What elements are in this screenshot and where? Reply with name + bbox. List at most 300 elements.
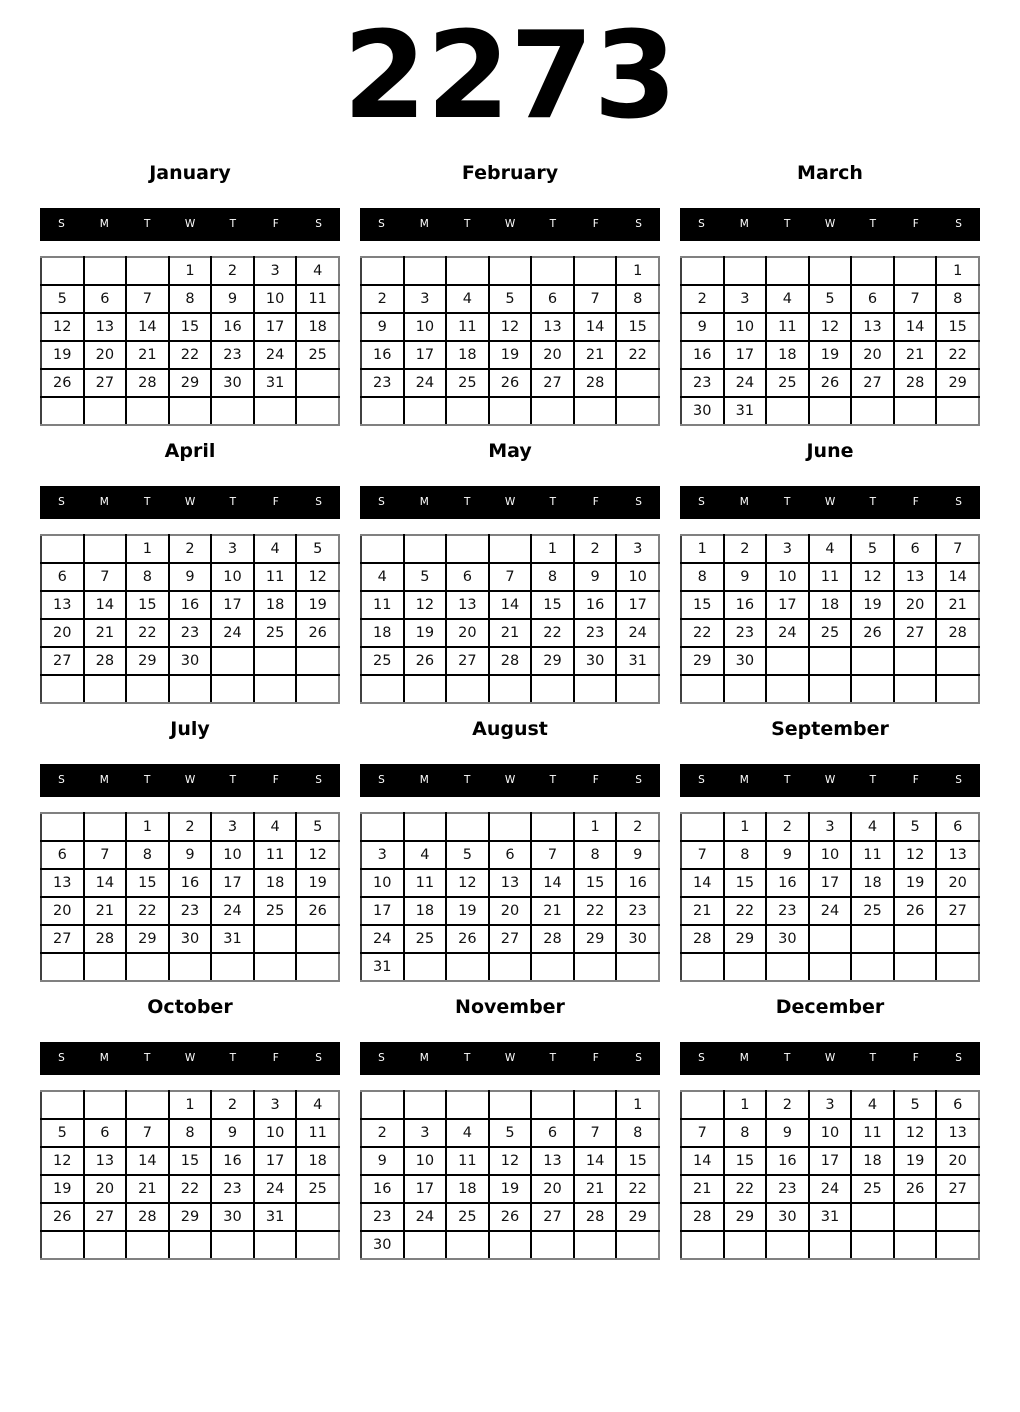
date-cell: 7	[84, 841, 127, 869]
weekday-header-cell: S	[698, 496, 705, 508]
weekday-header-cell: M	[739, 774, 749, 786]
date-cell: 15	[169, 313, 212, 341]
week-row	[681, 1091, 979, 1119]
week-row	[361, 953, 659, 981]
date-cell: 31	[361, 953, 404, 981]
empty-cell	[211, 953, 254, 981]
weekday-header-cell: T	[463, 496, 471, 508]
month-title: June	[806, 440, 854, 462]
weekday-header-cell: S	[58, 774, 65, 786]
date-cell: 23	[361, 1203, 404, 1231]
date-cell: 30	[361, 1231, 404, 1259]
weekday-header-cell: W	[824, 496, 836, 508]
empty-cell	[404, 535, 447, 563]
date-cell: 17	[211, 869, 254, 897]
date-cell: 31	[724, 397, 767, 425]
date-cell: 24	[809, 1175, 852, 1203]
month-title: July	[170, 718, 210, 740]
date-cell: 26	[809, 369, 852, 397]
empty-cell	[211, 397, 254, 425]
date-cell: 24	[361, 925, 404, 953]
week-row	[361, 1147, 659, 1175]
date-cell: 1	[126, 813, 169, 841]
month-days-table	[360, 256, 660, 426]
date-cell: 30	[169, 647, 212, 675]
date-cell: 1	[724, 813, 767, 841]
empty-cell	[296, 647, 339, 675]
date-cell: 18	[851, 869, 894, 897]
date-cell: 10	[404, 1147, 447, 1175]
weekday-header-row	[360, 486, 660, 519]
date-cell: 7	[84, 563, 127, 591]
empty-cell	[361, 535, 404, 563]
weekday-header-cell: T	[783, 1052, 791, 1064]
date-cell: 28	[894, 369, 937, 397]
date-cell: 3	[211, 535, 254, 563]
empty-cell	[809, 257, 852, 285]
date-cell: 16	[766, 1147, 809, 1175]
month-days-table	[40, 256, 340, 426]
empty-cell	[936, 1231, 979, 1259]
empty-cell	[361, 397, 404, 425]
date-cell: 11	[254, 563, 297, 591]
date-cell: 1	[169, 257, 212, 285]
date-cell: 19	[41, 1175, 84, 1203]
weekday-header-cell: T	[463, 774, 471, 786]
month-block-june	[680, 438, 980, 716]
empty-cell	[489, 1231, 532, 1259]
empty-cell	[616, 953, 659, 981]
week-row	[681, 813, 979, 841]
date-cell: 21	[84, 897, 127, 925]
date-cell: 21	[84, 619, 127, 647]
date-cell: 13	[936, 841, 979, 869]
date-cell: 3	[809, 813, 852, 841]
date-cell: 3	[809, 1091, 852, 1119]
date-cell: 27	[936, 897, 979, 925]
date-cell: 9	[211, 285, 254, 313]
date-cell: 18	[254, 591, 297, 619]
date-cell: 19	[404, 619, 447, 647]
empty-cell	[41, 953, 84, 981]
date-cell: 17	[404, 1175, 447, 1203]
empty-cell	[404, 1091, 447, 1119]
empty-cell	[681, 1091, 724, 1119]
empty-cell	[296, 675, 339, 703]
empty-cell	[724, 675, 767, 703]
weekday-header-cell: T	[549, 774, 557, 786]
empty-cell	[681, 257, 724, 285]
empty-cell	[446, 535, 489, 563]
date-cell: 4	[809, 535, 852, 563]
date-cell: 18	[254, 869, 297, 897]
date-cell: 21	[574, 341, 617, 369]
date-cell: 27	[41, 925, 84, 953]
week-row	[41, 341, 339, 369]
empty-cell	[41, 535, 84, 563]
date-cell: 3	[766, 535, 809, 563]
empty-cell	[254, 1231, 297, 1259]
weekday-header-cell: W	[824, 774, 836, 786]
date-cell: 26	[296, 619, 339, 647]
date-cell: 12	[851, 563, 894, 591]
date-cell: 25	[851, 897, 894, 925]
week-row	[361, 675, 659, 703]
empty-cell	[851, 675, 894, 703]
date-cell: 2	[616, 813, 659, 841]
month-title: May	[488, 440, 532, 462]
date-cell: 6	[936, 1091, 979, 1119]
empty-cell	[84, 1231, 127, 1259]
date-cell: 7	[936, 535, 979, 563]
date-cell: 18	[296, 313, 339, 341]
week-row	[361, 841, 659, 869]
weekday-header-cell: W	[504, 496, 516, 508]
date-cell: 13	[851, 313, 894, 341]
empty-cell	[531, 813, 574, 841]
week-row	[41, 619, 339, 647]
month-block-february	[360, 160, 660, 438]
empty-cell	[766, 1231, 809, 1259]
date-cell: 30	[681, 397, 724, 425]
empty-cell	[404, 257, 447, 285]
date-cell: 2	[361, 285, 404, 313]
date-cell: 27	[446, 647, 489, 675]
empty-cell	[211, 1231, 254, 1259]
weekday-header-row	[40, 1042, 340, 1075]
empty-cell	[169, 675, 212, 703]
weekday-header-cell: S	[698, 218, 705, 230]
date-cell: 3	[404, 1119, 447, 1147]
date-cell: 11	[254, 841, 297, 869]
week-row	[681, 257, 979, 285]
date-cell: 22	[936, 341, 979, 369]
date-cell: 16	[169, 591, 212, 619]
date-cell: 7	[126, 1119, 169, 1147]
date-cell: 4	[361, 563, 404, 591]
date-cell: 8	[936, 285, 979, 313]
date-cell: 21	[126, 1175, 169, 1203]
weekday-header-row	[360, 1042, 660, 1075]
date-cell: 7	[574, 285, 617, 313]
week-row	[361, 257, 659, 285]
date-cell: 18	[446, 341, 489, 369]
weekday-header-cell: T	[869, 1052, 877, 1064]
weekday-header-cell: T	[229, 774, 237, 786]
weekday-header-cell: S	[635, 1052, 642, 1064]
date-cell: 27	[894, 619, 937, 647]
date-cell: 26	[41, 1203, 84, 1231]
date-cell: 30	[211, 1203, 254, 1231]
date-cell: 16	[724, 591, 767, 619]
week-row	[41, 1147, 339, 1175]
date-cell: 20	[851, 341, 894, 369]
empty-cell	[851, 397, 894, 425]
weekday-header-cell: S	[698, 774, 705, 786]
empty-cell	[404, 1231, 447, 1259]
date-cell: 15	[724, 1147, 767, 1175]
weekday-header-cell: T	[783, 774, 791, 786]
date-cell: 10	[361, 869, 404, 897]
date-cell: 18	[809, 591, 852, 619]
date-cell: 10	[254, 285, 297, 313]
empty-cell	[809, 925, 852, 953]
empty-cell	[894, 1203, 937, 1231]
date-cell: 19	[489, 341, 532, 369]
weekday-header-cell: F	[592, 496, 599, 508]
date-cell: 6	[84, 285, 127, 313]
date-cell: 29	[169, 1203, 212, 1231]
month-days-table	[680, 812, 980, 982]
week-row	[361, 563, 659, 591]
date-cell: 17	[724, 341, 767, 369]
date-cell: 24	[809, 897, 852, 925]
date-cell: 12	[404, 591, 447, 619]
date-cell: 18	[404, 897, 447, 925]
date-cell: 5	[894, 1091, 937, 1119]
date-cell: 30	[211, 369, 254, 397]
weekday-header-row	[680, 1042, 980, 1075]
date-cell: 9	[724, 563, 767, 591]
month-block-may	[360, 438, 660, 716]
date-cell: 14	[681, 869, 724, 897]
weekday-header-cell: W	[824, 218, 836, 230]
empty-cell	[254, 925, 297, 953]
empty-cell	[531, 675, 574, 703]
date-cell: 4	[296, 1091, 339, 1119]
month-days-table	[680, 256, 980, 426]
week-row	[681, 1203, 979, 1231]
date-cell: 28	[681, 925, 724, 953]
weekday-header-cell: M	[739, 218, 749, 230]
weekday-header-cell: T	[869, 218, 877, 230]
empty-cell	[724, 1231, 767, 1259]
weekday-header-cell: T	[143, 774, 151, 786]
date-cell: 11	[851, 1119, 894, 1147]
date-cell: 4	[254, 813, 297, 841]
date-cell: 29	[169, 369, 212, 397]
date-cell: 10	[254, 1119, 297, 1147]
date-cell: 15	[169, 1147, 212, 1175]
date-cell: 28	[84, 647, 127, 675]
weekday-header-cell: W	[504, 1052, 516, 1064]
date-cell: 24	[254, 341, 297, 369]
week-row	[681, 591, 979, 619]
date-cell: 24	[616, 619, 659, 647]
week-row	[41, 869, 339, 897]
empty-cell	[296, 397, 339, 425]
empty-cell	[574, 1231, 617, 1259]
date-cell: 3	[724, 285, 767, 313]
date-cell: 28	[126, 369, 169, 397]
empty-cell	[41, 1231, 84, 1259]
date-cell: 27	[84, 1203, 127, 1231]
date-cell: 26	[404, 647, 447, 675]
date-cell: 15	[936, 313, 979, 341]
date-cell: 13	[446, 591, 489, 619]
date-cell: 14	[84, 591, 127, 619]
date-cell: 12	[296, 563, 339, 591]
week-row	[41, 563, 339, 591]
empty-cell	[446, 257, 489, 285]
empty-cell	[296, 1231, 339, 1259]
empty-cell	[531, 397, 574, 425]
date-cell: 25	[254, 619, 297, 647]
year-title: 2273	[343, 7, 677, 146]
date-cell: 5	[489, 285, 532, 313]
weekday-header-cell: T	[143, 1052, 151, 1064]
empty-cell	[446, 397, 489, 425]
date-cell: 8	[169, 285, 212, 313]
month-days-table	[360, 534, 660, 704]
date-cell: 21	[894, 341, 937, 369]
empty-cell	[296, 925, 339, 953]
month-block-september	[680, 716, 980, 994]
date-cell: 25	[809, 619, 852, 647]
date-cell: 18	[851, 1147, 894, 1175]
empty-cell	[894, 397, 937, 425]
empty-cell	[211, 675, 254, 703]
date-cell: 1	[574, 813, 617, 841]
weekday-header-cell: S	[315, 496, 322, 508]
empty-cell	[894, 647, 937, 675]
empty-cell	[489, 675, 532, 703]
date-cell: 22	[531, 619, 574, 647]
date-cell: 3	[254, 257, 297, 285]
empty-cell	[169, 953, 212, 981]
month-days-table	[360, 812, 660, 982]
date-cell: 15	[574, 869, 617, 897]
week-row	[41, 285, 339, 313]
week-row	[681, 925, 979, 953]
date-cell: 20	[84, 1175, 127, 1203]
weekday-header-cell: S	[315, 774, 322, 786]
date-cell: 11	[851, 841, 894, 869]
weekday-header-cell: S	[635, 774, 642, 786]
month-title: March	[797, 162, 863, 184]
weekday-header-cell: W	[184, 774, 196, 786]
date-cell: 1	[724, 1091, 767, 1119]
date-cell: 11	[766, 313, 809, 341]
date-cell: 5	[41, 285, 84, 313]
date-cell: 24	[254, 1175, 297, 1203]
date-cell: 16	[169, 869, 212, 897]
date-cell: 25	[404, 925, 447, 953]
weekday-header-cell: S	[955, 1052, 962, 1064]
weekday-header-row	[680, 764, 980, 797]
weekday-header-cell: T	[869, 496, 877, 508]
date-cell: 17	[254, 313, 297, 341]
month-days-table	[40, 1090, 340, 1260]
weekday-header-cell: T	[549, 1052, 557, 1064]
empty-cell	[446, 953, 489, 981]
weekday-header-cell: T	[549, 218, 557, 230]
date-cell: 6	[489, 841, 532, 869]
date-cell: 5	[809, 285, 852, 313]
date-cell: 22	[169, 1175, 212, 1203]
date-cell: 16	[361, 341, 404, 369]
date-cell: 2	[766, 1091, 809, 1119]
empty-cell	[936, 397, 979, 425]
date-cell: 27	[851, 369, 894, 397]
date-cell: 22	[681, 619, 724, 647]
weekday-header-cell: F	[912, 774, 919, 786]
date-cell: 6	[851, 285, 894, 313]
empty-cell	[724, 953, 767, 981]
empty-cell	[936, 1203, 979, 1231]
date-cell: 31	[254, 369, 297, 397]
week-row	[41, 813, 339, 841]
date-cell: 29	[681, 647, 724, 675]
empty-cell	[894, 257, 937, 285]
weekday-header-cell: T	[143, 218, 151, 230]
week-row	[681, 953, 979, 981]
date-cell: 15	[616, 1147, 659, 1175]
date-cell: 7	[531, 841, 574, 869]
empty-cell	[766, 647, 809, 675]
date-cell: 10	[211, 841, 254, 869]
empty-cell	[936, 647, 979, 675]
date-cell: 4	[254, 535, 297, 563]
date-cell: 14	[126, 1147, 169, 1175]
weekday-header-cell: W	[184, 218, 196, 230]
empty-cell	[574, 953, 617, 981]
date-cell: 5	[851, 535, 894, 563]
date-cell: 16	[211, 1147, 254, 1175]
date-cell: 15	[681, 591, 724, 619]
empty-cell	[894, 1231, 937, 1259]
date-cell: 14	[531, 869, 574, 897]
date-cell: 17	[766, 591, 809, 619]
date-cell: 31	[254, 1203, 297, 1231]
weekday-header-cell: S	[58, 496, 65, 508]
week-row	[41, 591, 339, 619]
date-cell: 2	[211, 1091, 254, 1119]
date-cell: 4	[766, 285, 809, 313]
empty-cell	[809, 675, 852, 703]
date-cell: 2	[169, 535, 212, 563]
month-title: April	[164, 440, 216, 462]
date-cell: 3	[616, 535, 659, 563]
empty-cell	[126, 1091, 169, 1119]
empty-cell	[809, 647, 852, 675]
empty-cell	[531, 1231, 574, 1259]
empty-cell	[766, 257, 809, 285]
weekday-header-cell: F	[272, 496, 279, 508]
week-row	[681, 563, 979, 591]
weekday-header-cell: F	[272, 774, 279, 786]
empty-cell	[254, 397, 297, 425]
date-cell: 7	[681, 1119, 724, 1147]
date-cell: 14	[84, 869, 127, 897]
date-cell: 26	[296, 897, 339, 925]
date-cell: 9	[681, 313, 724, 341]
weekday-header-cell: T	[549, 496, 557, 508]
month-title: November	[455, 996, 565, 1018]
date-cell: 29	[574, 925, 617, 953]
week-row	[681, 397, 979, 425]
date-cell: 14	[489, 591, 532, 619]
weekday-header-cell: S	[58, 218, 65, 230]
date-cell: 1	[681, 535, 724, 563]
month-block-march	[680, 160, 980, 438]
empty-cell	[296, 953, 339, 981]
week-row	[681, 341, 979, 369]
date-cell: 10	[809, 841, 852, 869]
week-row	[681, 1119, 979, 1147]
week-row	[681, 619, 979, 647]
empty-cell	[361, 813, 404, 841]
